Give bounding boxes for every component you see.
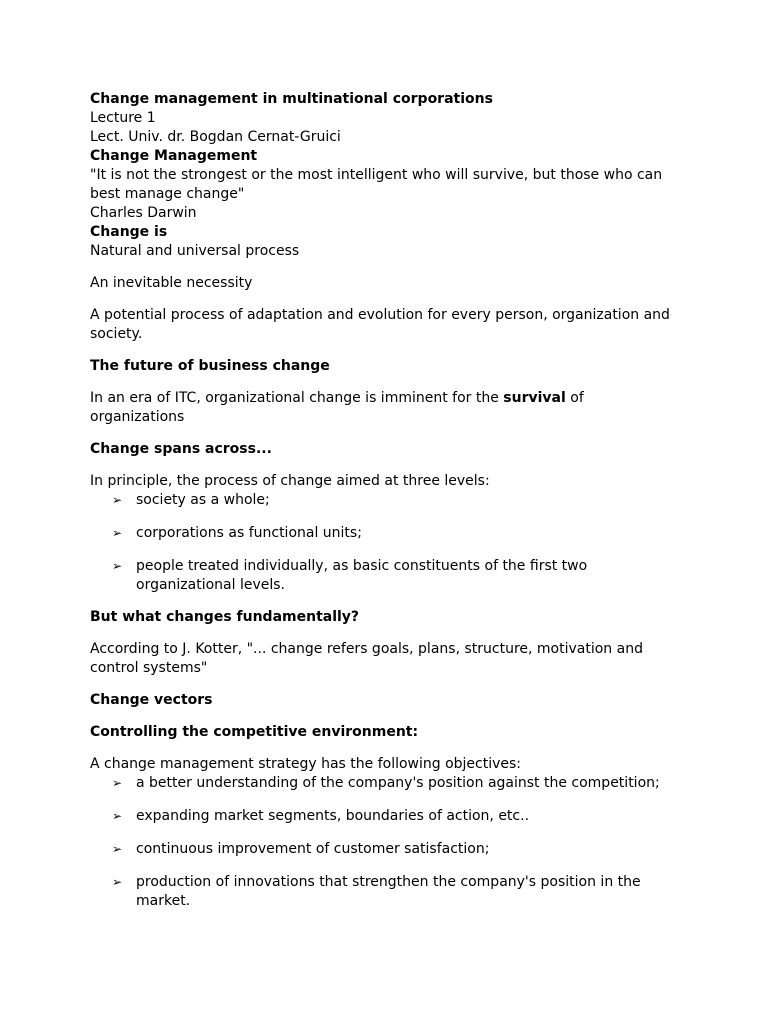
author-line: Lect. Univ. dr. Bogdan Cernat-Gruici xyxy=(90,129,341,145)
document-title: Change management in multinational corporations xyxy=(90,91,493,107)
arrow-bullet-icon: ➢ xyxy=(112,526,123,540)
list-item-text: corporations as functional units; xyxy=(136,525,362,541)
list-item xyxy=(90,840,680,859)
list-item-text: continuous improvement of customer satisfaction; xyxy=(136,841,490,857)
arrow-bullet-icon: ➢ xyxy=(112,493,123,507)
list-item-text: people treated individually, as basic constituents of the first two organizational levels. xyxy=(136,558,588,593)
heading-future: The future of business change xyxy=(90,358,330,374)
darwin-quote: "It is not the strongest or the most intelligent who will survive, but those who can best manage change" xyxy=(90,167,663,202)
list-item xyxy=(90,557,680,595)
list-item xyxy=(90,774,680,793)
list-item-text: a better understanding of the company's position against the competition; xyxy=(136,775,660,791)
heading-controlling: Controlling the competitive environment: xyxy=(90,724,419,740)
heading-fundamental: But what changes fundamentally? xyxy=(90,609,360,625)
change-is-item-2: An inevitable necessity xyxy=(90,275,253,291)
strategy-list xyxy=(90,774,680,911)
list-item xyxy=(90,807,680,826)
heading-vectors: Change vectors xyxy=(90,692,213,708)
spans-intro: In principle, the process of change aimed at three levels: xyxy=(90,473,490,489)
list-item xyxy=(90,491,680,510)
future-text-pre: In an era of ITC, organizational change is imminent for the xyxy=(90,390,504,406)
list-item-text: expanding market segments, boundaries of action, etc.. xyxy=(136,808,530,824)
list-item-text: production of innovations that strengthen the company's position in the market. xyxy=(136,874,641,909)
future-text-bold: survival xyxy=(503,390,566,406)
document-page xyxy=(90,90,680,911)
spans-list xyxy=(90,491,680,595)
quote-author: Charles Darwin xyxy=(90,205,197,221)
future-paragraph xyxy=(90,389,680,427)
change-is-item-3: A potential process of adaptation and evolution for every person, organization and society. xyxy=(90,307,670,342)
arrow-bullet-icon: ➢ xyxy=(112,559,123,573)
kotter-paragraph: According to J. Kotter, "... change refers goals, plans, structure, motivation and control systems" xyxy=(90,641,643,676)
arrow-bullet-icon: ➢ xyxy=(112,875,123,889)
change-is-item-1: Natural and universal process xyxy=(90,243,300,259)
heading-change-management: Change Management xyxy=(90,148,258,164)
strategy-intro: A change management strategy has the following objectives: xyxy=(90,756,522,772)
heading-change-is: Change is xyxy=(90,224,168,240)
lecture-number: Lecture 1 xyxy=(90,110,156,126)
heading-spans: Change spans across... xyxy=(90,441,272,457)
list-item xyxy=(90,524,680,543)
arrow-bullet-icon: ➢ xyxy=(112,809,123,823)
future-text-post: of organizations xyxy=(90,390,584,425)
arrow-bullet-icon: ➢ xyxy=(112,776,123,790)
list-item xyxy=(90,873,680,911)
arrow-bullet-icon: ➢ xyxy=(112,842,123,856)
list-item-text: society as a whole; xyxy=(136,492,270,508)
